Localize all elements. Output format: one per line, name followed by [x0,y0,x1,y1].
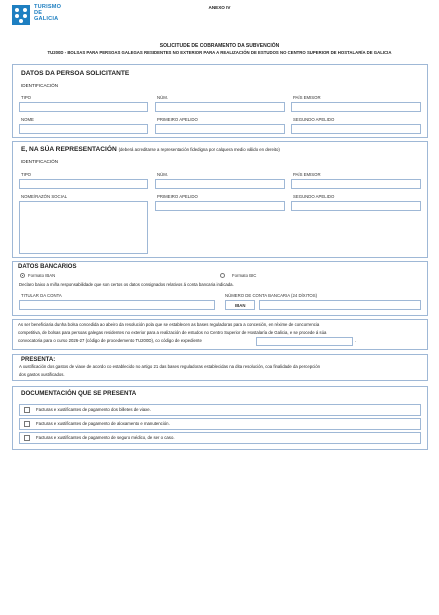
logo-line-1: TURISMO [34,4,62,10]
documentation-item [19,404,421,416]
bank-declaration: Declaro baixo a miña responsabilidade que son certos os datos consignados relativos á conta bancaria indicada. [19,282,234,287]
logo-line-2: DE [34,10,43,16]
representation-number-label: NÚM. [157,172,168,177]
documentation-item-label: Facturas e xustificantes de pagamento de aloxamento e manutención. [36,421,170,426]
applicant-identification-heading: IDENTIFICACIÓN [21,83,59,88]
presents-text-line-1: A xustificación dos gastos de viaxe de acordo co establecido no artigo 21 das bases reguladoras establecidas na dita resolución, coa finalidade da percepción [19,364,320,369]
documentation-item-checkbox[interactable] [24,421,30,427]
account-holder-input[interactable] [19,300,215,310]
account-number-input[interactable] [259,300,421,310]
account-holder-label: TITULAR DA CONTA [21,293,62,298]
representation-note: (deberá acreditarse a representación fidedigna por calquera medio válido en dereito) [118,147,280,152]
representation-country-label: PAÍS EMISOR [293,172,321,177]
applicant-second-surname-label: SEGUNDO APELIDO [293,117,335,122]
representation-first-surname-label: PRIMEIRO APELIDO [157,194,198,199]
documentation-item-checkbox[interactable] [24,407,30,413]
representation-name-input[interactable] [19,201,148,254]
representation-type-label: TIPO [21,172,32,177]
iban-format-label: Formato IBAN [28,273,56,278]
document-title: SOLICITUDE DE COBRAMENTO DA SUBVENCIÓN [159,43,280,49]
documentation-item [19,432,421,444]
beneficiary-text-line-2: competitiva, de bolsas para persoas galegas residentes no exterior para a realización de estudos no Centro Superior de Hostalaría de Galicia, e se procede á súa [18,330,327,335]
bank-section [12,261,428,316]
applicant-type-label: TIPO [21,95,32,100]
bic-format-radio[interactable] [220,273,225,278]
applicant-name-label: NOME [21,117,34,122]
bic-format-label: Formato BIC [232,273,257,278]
representation-section-title [21,146,280,153]
beneficiary-text-line-3: convocatoria para o curso 2026-27 (código de procedemento TU200D), co código de expediente [18,338,202,343]
documentation-item-checkbox[interactable] [24,435,30,441]
bank-section-title: DATOS BANCARIOS [18,264,77,270]
applicant-section-title: DATOS DA PERSOA SOLICITANTE [21,70,130,77]
applicant-number-input[interactable] [155,102,285,112]
representation-identification-heading: IDENTIFICACIÓN [21,159,59,164]
applicant-number-label: NÚM. [157,95,168,100]
representation-number-input[interactable] [155,179,285,189]
beneficiary-text-end: . [355,338,357,343]
documentation-item-label: Facturas e xustificantes de pagamento dos billetes de viaxe. [36,407,151,412]
logo-line-3: GALICIA [34,16,59,22]
applicant-first-surname-input[interactable] [155,124,285,134]
presents-text-line-2: dos gastos xustificados. [19,372,65,377]
representation-section [12,141,428,258]
applicant-second-surname-input[interactable] [291,124,421,134]
documentation-section [12,386,428,450]
documentation-item-label: Facturas e xustificantes de pagamento de seguro médico, de ser o caso. [36,435,175,440]
applicant-country-input[interactable] [291,102,421,112]
iban-prefix-label: IBAN [235,303,246,308]
representation-second-surname-label: SEGUNDO APELIDO [293,194,335,199]
applicant-first-surname-label: PRIMEIRO APELIDO [157,117,198,122]
iban-format-radio[interactable] [20,273,25,278]
representation-first-surname-input[interactable] [155,201,285,211]
representation-country-input[interactable] [291,179,421,189]
presents-section [12,354,428,381]
beneficiary-section [12,319,428,350]
documentation-section-title: DOCUMENTACIÓN QUE SE PRESENTA [21,390,137,397]
document-subtitle: TU200D - BOLSAS PARA PERSOAS GALEGAS RESIDENTES NO EXTERIOR PARA A REALIZACIÓN DE ESTUDOS NO CENTRO SUPERIOR DE HOSTALARÍA DE GALICIA [47,50,392,55]
documentation-item [19,418,421,430]
presents-section-title: PRESENTA: [21,357,56,363]
beneficiary-text-line-1: As ser beneficiaria dunha bolsa concedida ao abeiro da resolución pola que se establecen as bases reguladoras para a concesión, en réxime de concorrencia [18,322,320,327]
representation-second-surname-input[interactable] [291,201,421,211]
applicant-country-label: PAÍS EMISOR [293,95,321,100]
file-code-input[interactable] [256,337,353,346]
representation-title-text: E, NA SÚA REPRESENTACIÓN [21,146,117,153]
applicant-name-input[interactable] [19,124,148,134]
representation-type-input[interactable] [19,179,148,189]
account-number-label: NÚMERO DE CONTA BANCARIA (24 DÍXITOS) [225,293,318,298]
annex-label: ANEXO IV [208,5,231,10]
applicant-type-input[interactable] [19,102,148,112]
representation-name-label: NOME/RAZÓN SOCIAL [21,194,68,199]
applicant-section [12,64,428,138]
iban-prefix-box [225,300,255,310]
